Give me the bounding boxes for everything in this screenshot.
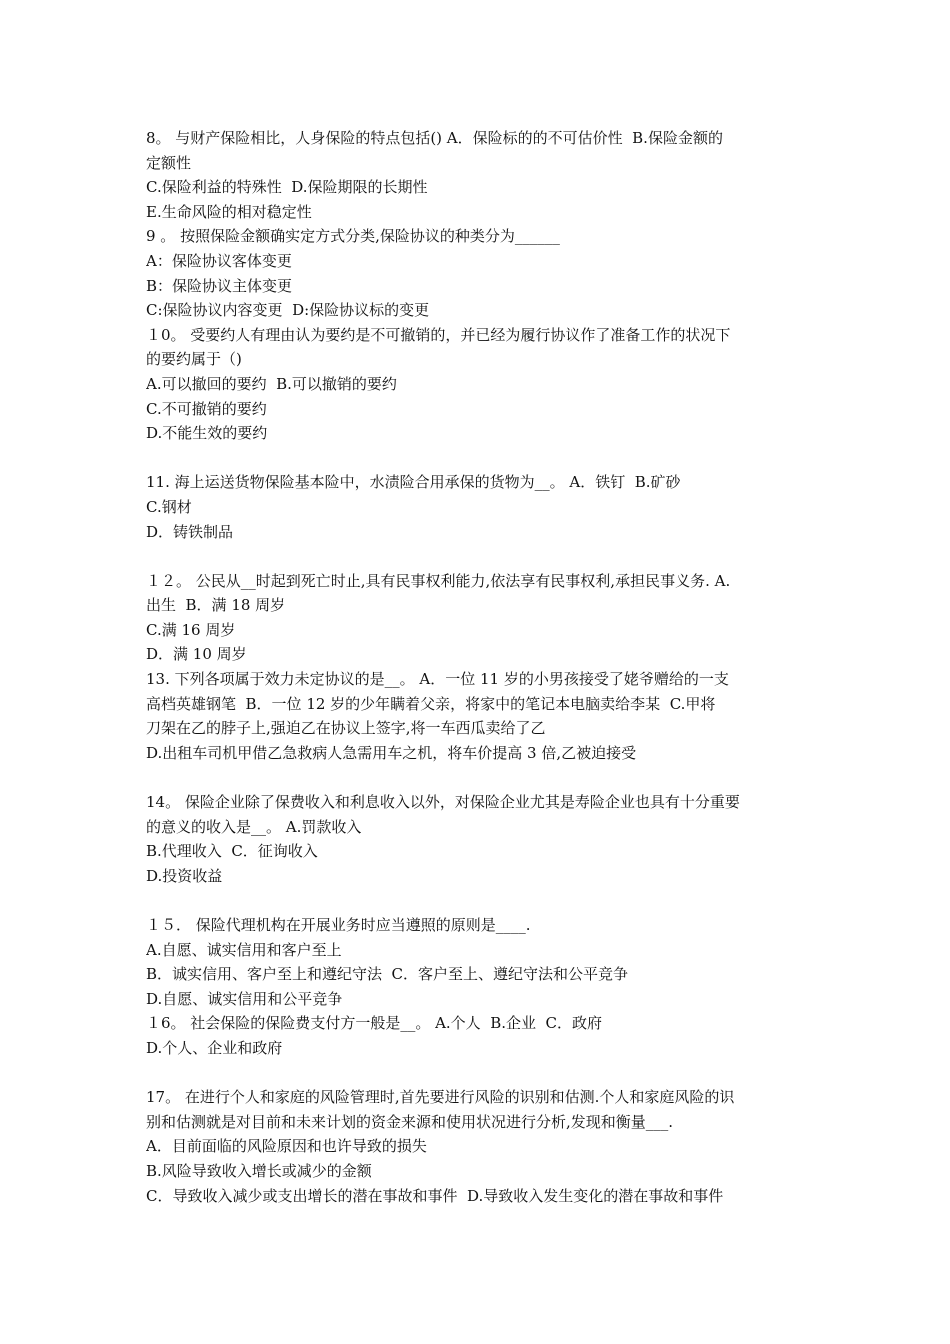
text-line: A．目前面临的风险原因和也许导致的损失 [146, 1137, 427, 1156]
text-line: 的意义的收入是__。​ A.罚款收入 [146, 817, 362, 836]
text-line: C.钢材 [146, 497, 192, 516]
text-line: 别和估测就是对目前和未来计划的资金来源和使用状况进行分析,发现和衡量___. [146, 1112, 674, 1131]
text-line: C．导致收入减少或支出增长的潜在事故和事件 ​ D.导致收入发生变化的潜在事故和事件 [146, 1186, 724, 1205]
text-line: 14。 保险企业除了保费收入和利息收入以外，对保险企业尤其是寿险企业也具有十分重要 [146, 793, 740, 812]
text-line: B.风险导致收入增长或减少的金额 [146, 1161, 372, 1180]
text-line: C:保险协议内容变更 ​ D:保险协议标的变更 ​ [146, 301, 434, 320]
text-line: C.满 16 周岁 [146, 620, 236, 639]
blank-line [146, 1061, 818, 1086]
text-line: D.自愿、诚实信用和公平竞争 ​ [146, 989, 348, 1008]
text-line: 的要约属于（) [146, 350, 242, 369]
text-line: B.代理收入 ​ C．征询收入 [146, 842, 318, 861]
text-line: １２。 公民从__时起到死亡时止,具有民事权利能力,依法享有民事权利,承担民事义务.​ A. [146, 571, 731, 590]
text-line: D．铸铁制品 [146, 522, 234, 541]
text-line: 出生 ​ B．满 18 周岁 [146, 596, 286, 615]
text-line: B：保险协议主体变更 [146, 276, 293, 295]
text-line: A：保险协议客体变更 [146, 251, 292, 270]
text-line: 刀架在乙的脖子上,强迫乙在协议上签字,将一车西瓜卖给了乙 [146, 719, 546, 738]
text-line: E.生命风险的相对稳定性 ​ [146, 202, 317, 221]
text-line: A.可以撤回的要约 ​ B.可以撤销的要约 [146, 374, 397, 393]
text-line: 8。 与财产保险相比，人身保险的特点包括()​ A．保险标的的不可估价性 ​ B.保险金额的 [146, 129, 723, 147]
blank-line [146, 765, 818, 790]
text-line: 17。 在进行个人和家庭的风险管理时,首先要进行风险的识别和估测.个人和家庭风险的识 [146, 1088, 735, 1107]
text-line: D.出租车司机甲借乙急救病人急需用车之机，将车价提高 3 倍,乙被迫接受 [146, 743, 637, 762]
blank-line [146, 888, 818, 913]
text-line: B．诚实信用、客户至上和遵纪守法 ​ C．客户至上、遵纪守法和公平竞争 [146, 965, 629, 984]
text-line: D．满 10 周岁 ​ [146, 645, 252, 664]
text-line: １５． 保险代理机构在开展业务时应当遵照的原则是____. [146, 916, 531, 934]
text-line: １0。 受要约人有理由认为要约是不可撤销的，并已经为履行协议作了准备工作的状况下 [146, 325, 731, 344]
text-line: 9 。 按照保险金额确实定方式分类,保险协议的种类分为______ [146, 227, 560, 246]
text-line: 11. 海上运送货物保险基本险中，水渍险合用承保的货物为__。​ A．铁钉 ​ B.矿砂 ​ [146, 473, 686, 492]
text-line: D.个人、企业和政府 [146, 1038, 283, 1057]
text-line: 高档英雄钢笔 ​ B．一位 12 岁的少年瞒着父亲，将家中的笔记本电脑卖给李某 ​ C.甲将 [146, 694, 716, 713]
text-line: D.投资收益 [146, 866, 223, 885]
text-line: C.不可撤销的要约 [146, 399, 267, 418]
text-line: A.自愿、诚实信用和客户至上 [146, 940, 342, 959]
document-body [146, 126, 818, 1208]
text-line: D.不能生效的要约 [146, 424, 268, 443]
text-line: 13. 下列各项属于效力未定协议的是__。​ A．一位 11 岁的小男孩接受了姥爷赠给的一支 [146, 670, 729, 689]
text-line: C.保险利益的特殊性 ​ D.保险期限的长期性 [146, 178, 428, 197]
text-line: 定额性 [146, 153, 192, 172]
blank-line [146, 446, 818, 471]
blank-line [146, 544, 818, 569]
text-line: １6。 社会保险的保险费支付方一般是__。​ A.个人 ​ B.企业 ​ C．政府 [146, 1014, 603, 1033]
